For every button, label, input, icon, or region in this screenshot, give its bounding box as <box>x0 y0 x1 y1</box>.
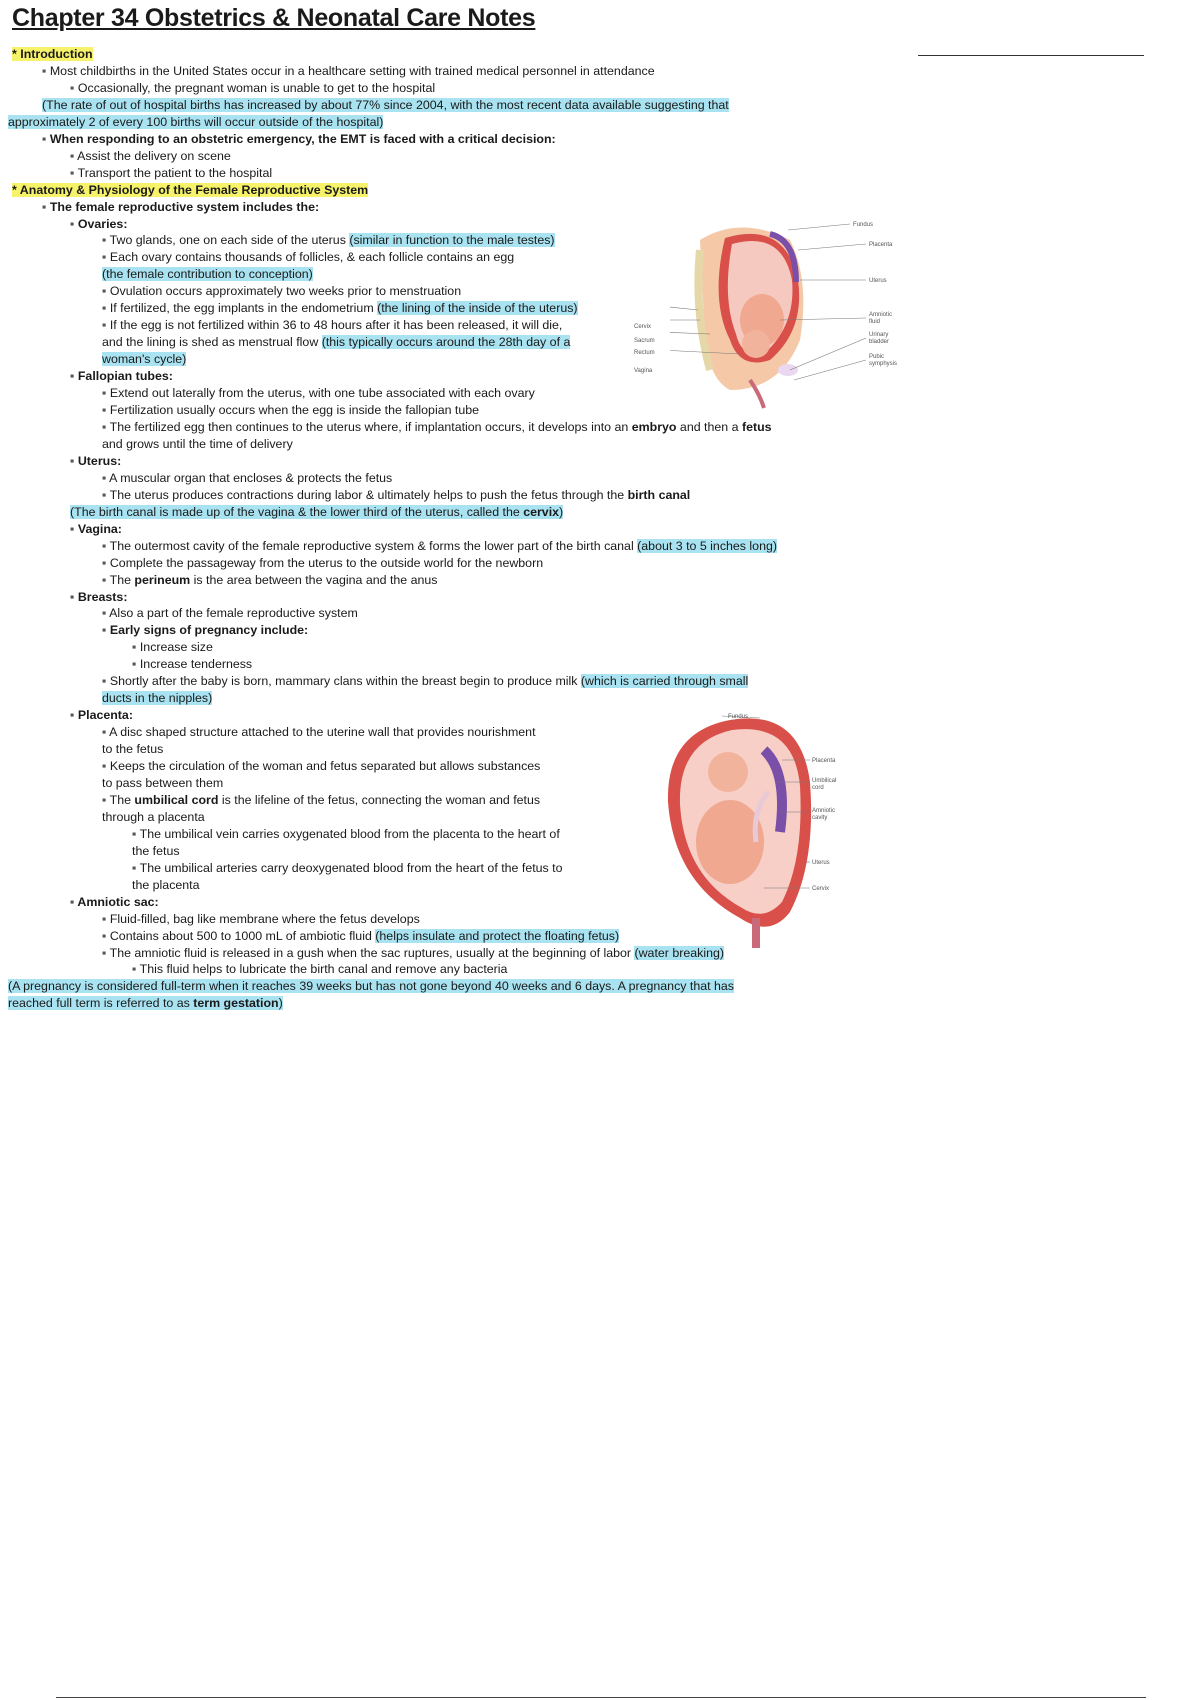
figure-fetus-in-uterus <box>660 712 880 952</box>
list-item: ▪ Extend out laterally from the uterus, with one tube associated with each ovary <box>102 386 535 401</box>
subheading-vagina: ▪ Vagina: <box>70 521 122 536</box>
label-cavity: cavity <box>812 815 828 821</box>
highlight-note: (The rate of out of hospital births has increased by about 77% since 2004, with the most recent data available suggesting that <box>42 97 729 112</box>
list-item: ▪ Occasionally, the pregnant woman is unable to get to the hospital <box>70 80 436 95</box>
label-umbilical: Umbilical <box>812 778 837 784</box>
bladder-shape <box>778 364 798 376</box>
subheading-breasts: ▪ Breasts: <box>70 589 128 604</box>
label-amniotic: Amniotic <box>869 312 893 318</box>
label-cervix: Cervix <box>634 324 652 330</box>
list-item-cont: through a placenta <box>102 809 205 824</box>
list-item-cont: and grows until the time of delivery <box>102 436 293 451</box>
list-item: ▪ The female reproductive system includes the: <box>42 199 320 214</box>
subheading-uterus: ▪ Uterus: <box>70 453 122 468</box>
figure1-left-labels <box>630 318 670 378</box>
list-item-cont: and the lining is shed as menstrual flow (this typically occurs around the 28th day of a <box>102 335 571 350</box>
figure-pregnancy-sagittal <box>670 220 910 410</box>
list-item-cont: the fetus <box>132 843 180 858</box>
list-item: ▪ Keeps the circulation of the woman and fetus separated but allows substances <box>102 759 541 774</box>
label-fundus: Fundus <box>853 222 874 228</box>
label-uterus: Uterus <box>869 278 887 284</box>
subheading-placenta: ▪ Placenta: <box>70 708 133 723</box>
list-item: ▪ Complete the passageway from the uterus to the outside world for the newborn <box>102 555 544 570</box>
list-item: ▪ Contains about 500 to 1000 mL of ambiotic fluid (helps insulate and protect the floating fetus) <box>102 928 620 943</box>
bottom-divider <box>56 1697 1146 1698</box>
top-divider <box>918 55 1144 56</box>
list-item: ▪ The amniotic fluid is released in a gush when the sac ruptures, usually at the beginning of labor (water breaking) <box>102 945 725 960</box>
subheading-ovaries: ▪ Ovaries: <box>70 216 128 231</box>
list-item-cont: the placenta <box>132 877 200 892</box>
list-item: ▪ The umbilical arteries carry deoxygenated blood from the heart of the fetus to <box>132 860 563 875</box>
label-rectum: Rectum <box>634 350 655 356</box>
label-amniotic: Amniotic <box>812 808 836 814</box>
label-vagina: Vagina <box>634 368 653 374</box>
list-item: ▪ Assist the delivery on scene <box>70 148 231 163</box>
list-item-cont: woman's cycle) <box>102 352 187 367</box>
list-item: ▪ The umbilical vein carries oxygenated blood from the placenta to the heart of <box>132 826 560 841</box>
fetus-head <box>708 752 748 792</box>
list-item: ▪ Shortly after the baby is born, mammary clans within the breast begin to produce milk (which is carried through small <box>102 674 749 689</box>
list-item: ▪ Most childbirths in the United States occur in a healthcare setting with trained medical personnel in attendance <box>42 63 655 78</box>
list-item: ▪ Fluid-filled, bag like membrane where the fetus develops <box>102 911 420 926</box>
label-placenta: Placenta <box>812 758 836 764</box>
list-item-cont: to the fetus <box>102 742 164 757</box>
label-pubic: Pubic <box>869 354 885 360</box>
label-placenta: Placenta <box>869 242 893 248</box>
figure-pregnancy-sagittal-svg <box>670 220 910 410</box>
label-fluid: fluid <box>869 319 881 325</box>
label-uterus: Uterus <box>812 860 830 866</box>
list-item: ▪ Two glands, one on each side of the uterus (similar in function to the male testes) <box>102 233 555 248</box>
intro-heading: * Introduction <box>12 47 93 61</box>
list-item: ▪ This fluid helps to lubricate the birth canal and remove any bacteria <box>132 962 508 977</box>
label-fundus: Fundus <box>728 714 749 720</box>
highlight-note: (The birth canal is made up of the vagina & the lower third of the uterus, called the cervix) <box>70 504 564 519</box>
list-item: ▪ If the egg is not fertilized within 36 to 48 hours after it has been released, it will die, <box>102 318 563 333</box>
list-item-cont: to pass between them <box>102 775 224 790</box>
label-urinary: Urinary <box>869 332 889 338</box>
page-title: Chapter 34 Obstetrics & Neonatal Care Notes <box>12 4 536 32</box>
subheading-amniotic: ▪ Amniotic sac: <box>70 894 159 909</box>
highlight-note: reached full term is referred to as term gestation) <box>8 996 283 1011</box>
list-item: ▪ Increase tenderness <box>132 657 253 672</box>
list-item: ▪ Increase size <box>132 640 213 655</box>
list-item: ▪ The uterus produces contractions during labor & ultimately helps to push the fetus through the birth canal <box>102 487 691 502</box>
list-item: ▪ Ovulation occurs approximately two weeks prior to menstruation <box>102 284 462 299</box>
anatomy-heading: * Anatomy & Physiology of the Female Reproductive System <box>12 182 369 197</box>
list-item: ▪ When responding to an obstetric emergency, the EMT is faced with a critical decision: <box>42 131 556 146</box>
label-cervix: Cervix <box>812 886 830 892</box>
list-item: ▪ Early signs of pregnancy include: <box>102 623 309 638</box>
label-bladder: bladder <box>869 339 890 345</box>
highlight-note: (A pregnancy is considered full-term when it reaches 39 weeks but has not gone beyond 40 weeks and 6 days. A pregnancy that has <box>8 979 734 994</box>
label-cord: cord <box>812 785 824 791</box>
figure1-left-labels-svg <box>630 318 670 378</box>
label-sacrum: Sacrum <box>634 338 655 344</box>
list-item: ▪ The perineum is the area between the vagina and the anus <box>102 572 438 587</box>
subheading-fallopian: ▪ Fallopian tubes: <box>70 369 173 384</box>
label-symphysis: symphysis <box>869 361 898 367</box>
list-item: ▪ The umbilical cord is the lifeline of the fetus, connecting the woman and fetus <box>102 792 541 807</box>
list-item: ▪ Fertilization usually occurs when the egg is inside the fallopian tube <box>102 403 480 418</box>
list-item: ▪ Also a part of the female reproductive system <box>102 606 358 621</box>
list-item: ▪ Transport the patient to the hospital <box>70 165 273 180</box>
list-item: ▪ The outermost cavity of the female reproductive system & forms the lower part of the birth canal (about 3 to 5 inches long) <box>102 538 777 553</box>
highlight-note: approximately 2 of every 100 births will occur outside of the hospital) <box>8 114 384 129</box>
list-item: ▪ A muscular organ that encloses & protects the fetus <box>102 470 393 485</box>
figure-fetus-in-uterus-svg <box>660 712 880 952</box>
list-item: ▪ If fertilized, the egg implants in the endometrium (the lining of the inside of the uterus) <box>102 301 578 316</box>
list-item-cont: (the female contribution to conception) <box>102 267 313 282</box>
list-item: ▪ A disc shaped structure attached to the uterine wall that provides nourishment <box>102 725 536 740</box>
list-item-cont: ducts in the nipples) <box>102 691 213 706</box>
list-item: ▪ The fertilized egg then continues to the uterus where, if implantation occurs, it develops into an embryo and then a fetus <box>102 419 772 434</box>
list-item: ▪ Each ovary contains thousands of follicles, & each follicle contains an egg <box>102 250 515 265</box>
fetus-head <box>742 330 770 358</box>
